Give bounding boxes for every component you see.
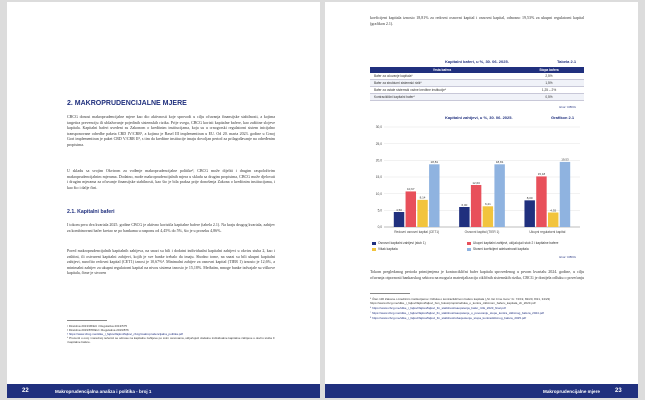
footnote-link[interactable]: ⁸ https://www.cbcg.me/slike_i_fajlovi/fajlovi/fajlovi_fin_stabilnost/obavjestenje_stopa_kontraciklicnog_bafera_2025.pdf [370,316,527,320]
publication-title: Makroprudencijalna analiza i politika - broj 1 [55,389,152,394]
data-label: 8,14 [419,195,426,200]
paragraph-framework: U skladu sa svojim Okvirom za vođenje makroprudencijalne politike³, CBCG može dijeliti i drugim raspoloživim makroprudencijalnim mjerama. Dodatno, može makroprudencijalnih mjera u skladu sa drugim propisima, CBCG može djelovati i drugim mjerama za očuvanje finansijske stabilnosti, kao što je bila praksa prije donošenja Zakona o kreditnim institucijama, i kao što i dalje čini. [67,168,275,190]
data-label: 12,60 [472,180,480,185]
footnote: ¹ Direktiva 2013/36/EU i Regulativa 2013/575 [67,324,128,328]
footnote-divider [67,320,107,321]
bar [471,185,481,227]
category-label: Redovni osnovni kapital (CET1) [394,230,440,234]
footnote: ⁵ Član 130 Zakona o kreditnim institucijama i Odluka o kontracikličnom baferu kapitala („Sl. list Crne Gore“ br. 72/19, 82/20, 8/21, 34/23) https://www.cbcg.me/slike_i_fajlovi/fajlovi/fajlovi_bsn_fokus/propisi/odluka_o_kontra_ciklicnom_baferu_kapitala_cb_2023.pdf [370,297,551,305]
table-cell: Bafer za očuvanje kapitala* [370,73,514,80]
footnote-link[interactable]: ⁷ https://www.cbcg.me/slike_i_fajlovi/fajlovi/fajlovi_fin_stabilnost/saopstenje_o_povecanju_stope_kontra_ciklicnog_bafera_2024.pdf [370,311,544,315]
legend-swatch [467,242,471,245]
table-source: Izvor: CBCG [559,105,576,109]
paragraph-requirements: Pored makroprudencijalnih kapitalnih zahtjeva, na snazi su bili i dodatni individualni kapitalni zahtjevi u okviru stuba 2, kao i zaštitni, ili ostvareni kapitalni zahtjevi, kojih je sve banke trebalo da imaju. Shodno tome, na snazi su bili ukupni kapitalni zahtjevi, naročito redovni kapital (CET1) iznosi je 10,67%⁴. Minimalni zahtjev za osnovni kapital (TIER 1) iznosio je 12,6%, a minimalni zahtjev za ukupni regulatorni kapital na nivou sistema iznosio je 15,18%. Međutim, mnoge banke izdvajale su viškove kapitala, čime je stvoren [67,248,275,275]
table-row [370,87,584,94]
buffer-table [370,67,584,101]
bar [494,164,504,227]
category-label: Osnovni kapital (TIER 1) [464,230,500,234]
legend-swatch [372,242,376,245]
bar [429,164,439,227]
legend-item [467,241,558,245]
legend-label: Osnovni kapitalni zahtjevi (stub 1) [378,241,426,245]
data-label: 15,18 [537,172,546,177]
chart-label: Grafikon 2.1 [551,115,575,120]
data-label: 6,00 [461,202,468,207]
table-cell: 0,5% [514,94,584,101]
paragraph-intro: CBCG donosi makroprudencijalne mjere kao dio aktivnosti koje sprovodi u cilju očuvanja finansijske stabilnosti, a kojima targetira prevenciju ili ublažavanje pojedinih sistemskih rizika. Prije svega, CBCG koristi kapitalne bafere, kao zaštitne slojeve kapitala. Kapitalni baferi uvedeni su Zakonom o kreditnim institucijama, koja su u crnogorski regulatorni sistem inicijalno transponovane odredbe paketa CRD IV/CRR¹, a kojima je Basel III implementiran u EU. Od 20. marta 2023. godine u Crnoj Gori implementiran je paket CRD V/CRR II², s tim da kreditne institucije imaju dovoljan period za prilagođavanje na određenim propisima. [67,114,275,147]
section-heading: 2. MAKROPRUDENCIJALNE MJERE [67,100,187,107]
footnote-link[interactable]: ⁶ https://www.cbcg.me/slike_i_fajlovi/fajlovi/fajlovi_fin_stabilnost/saopstenja_bafer_rizik_2023_final.pdf [370,306,506,310]
data-label: 18,81 [430,160,439,165]
data-label: 6,21 [484,202,491,207]
footnotes-right [370,297,584,320]
table-cell: Bafer za strukturni sistemski rizik* [370,80,514,87]
footnotes-left [67,324,275,344]
data-label: 19,53 [561,157,569,162]
category-label: Ukupni regulatorni kapital [529,230,566,234]
paragraph-buffers: I tokom prva dva kvartala 2025. godine CBCG je aktivno koristila kapitalne bafere (tabela 2.1). Na kraju drugog kvartala, zahtjev za kombinovani bafer kretao se po bankama u rasponu od 4,45% do 5%, što je u proseku 4,86%. [67,222,275,233]
table-header: Vrsta bafera [370,67,514,73]
table-cell: Kontraciklični kapitalni bafer* [370,94,514,101]
y-tick-label: 20,0 [375,158,382,163]
table-cell: Bafer za ostale sistemski važne kreditne institucije* [370,87,514,94]
bar [394,212,404,227]
footnote-link[interactable]: ³ https://www.cbcg.me/slike_i_fajlovi/fajlovi/fajlovi_cbcg/makroprudencijalna_politika.pdf [67,332,183,336]
table-row [370,94,584,101]
legend-swatch [467,248,471,251]
data-label: 4,35 [550,208,557,213]
legend-label: Ukupni kapitalni zahtjevi, uključujući stub 2 i kapitalne bafere [473,241,559,245]
bar [483,206,493,227]
table-cell: 1,25 – 2% [514,87,584,94]
footnote: ⁴ Procenti u ovoj i narednoj rečenici se odnose na kapitalne zahtjeve po svim osnovama, uključujući dodatne individualne kapitalne zahtjeve u okviru stuba II i kapitalne bafere. [67,336,275,344]
data-label: 8,00 [526,196,533,201]
paragraph-continued: koeficijent kapitala iznosio 18,81% za redovni osnovni kapital i osnovni kapital, odnosno 19,53% za ukupni regulatorni kapital (grafikon 2.1). [370,15,584,26]
page-number: 22 [22,388,29,394]
table-header: Stopa bafera [514,67,584,73]
paragraph-countercyclical: Tokom pregledanog perioda primijenjena je kontraciklični bafer kapitala sprovedenog u prvom kvartalu 2024. godine, u cilju očuvanja otpornosti bankarskog sektora na moguća materijalizacija cikličnih sistemskih rizika, CBCG je donijela odluku o povećanju [370,269,584,280]
legend-label: Stvarni koeficijent adekvatnosti kapitala [473,247,529,251]
data-label: 10,67 [407,187,415,192]
footnote-divider [370,293,410,294]
data-label: 4,50 [396,207,402,212]
y-tick-label: 30,0 [375,125,382,130]
table-cell: 1,5% [514,80,584,87]
data-label: 18,81 [495,160,504,165]
legend-item [372,241,426,245]
left-page [7,2,320,398]
y-tick-label: 10,0 [375,191,382,196]
page-number: 23 [615,388,622,394]
bar [406,191,416,227]
table-row [370,80,584,87]
bar [417,200,427,227]
y-tick-label: 25,0 [375,141,382,146]
chart-source: Izvor: CBCG [559,255,576,259]
bar [459,207,469,227]
page-footer-left [7,384,320,398]
legend-label: Višak kapitala [378,247,398,251]
y-tick-label: 15,0 [375,175,382,180]
table-cell: 2,5% [514,73,584,80]
table-label: Tabela 2.1 [557,59,577,64]
subsection-heading: 2.1. Kapitalni baferi [67,209,115,215]
right-page [325,2,638,398]
table-caption: Kapitalni baferi, u %, 30. 06. 2025. [445,59,509,64]
chapter-title: Makroprudencijalne mjere [543,389,600,394]
y-tick-label: 5,0 [377,208,382,213]
bar [524,200,534,227]
legend-item [467,247,529,251]
capital-requirements-chart [370,123,584,241]
page-footer-right [325,384,638,398]
bar [548,213,558,228]
footnote: ² Direktiva 2019/878/EU i Regulativa 2019/876 [67,328,129,332]
legend-swatch [372,248,376,251]
bar [536,176,546,227]
bar [560,162,570,227]
legend-item [372,247,398,251]
y-tick-label: 0,0 [377,225,382,230]
chart-caption: Kapitalni zahtjevi, u %, 30. 06. 2025. [445,115,513,120]
